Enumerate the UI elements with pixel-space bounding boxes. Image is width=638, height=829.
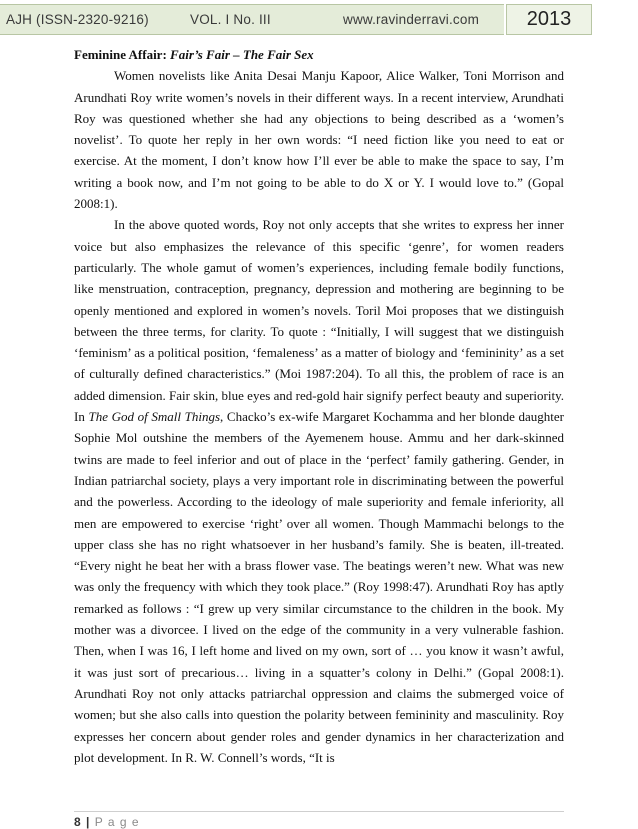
page-label: P a g e: [94, 815, 140, 829]
paragraph-2-part-b: , Chacko’s ex-wife Margaret Kochamma and her blonde daughter Sophie Mol outshine the members of the Ayemenem house. Ammu and her dark-skinned twins are made to feel inferior and out of place in the ‘perfect’ family gathering. Gender, in Indian patriarchal society, plays a very important role in discriminating between the powerful and the powerless. According to the ideology of male superiority and female inferiority, all men are empowered to exercise ‘right’ over all women. Though Mammachi belongs to the upper class she has no right whatsoever in her husband’s family. She is beaten, ill-treated. “Every night he beat her with a brass flower vase. The beatings weren’t new. What was new was only the frequency with which they took place.” (Roy 1998:47). Arundhati Roy has aptly remarked as follows : “I grew up very similar circumstance to the children in the book. My mother was a divorcee. I lived on the edge of the community in a very vulnerable fashion. Then, when I was 16, I left home and lived on my own, sort of … you know it wasn’t awful, it was just sort of precarious… living in a squatter’s colony in Delhi.” (Gopal 2008:1). Arundhati Roy not only attacks patriarchal oppression and claims the submerged voice of women; but she also calls into question the polarity between femininity and masculinity. Roy expresses her concern about gender roles and gender dynamics in her characterization and plot development. In R. W. Connell’s words, “It is: [74, 409, 564, 765]
page-number: 8: [74, 815, 81, 829]
year-badge: 2013: [506, 4, 592, 35]
footer-divider: [74, 811, 564, 812]
paragraph-1: Women novelists like Anita Desai Manju Kapoor, Alice Walker, Toni Morrison and Arundhati Roy write women’s novels in their different ways. In a recent interview, Arundhati Roy was questioned whether she had any objections to being described as a ‘women’s novelist’. To quote her reply in her own words: “I need fiction like you need to eat or exercise. At the moment, I don’t know how I’ll ever be able to make the space to say, I’m writing a book now, and I’m not going to be able to do X or Y. I would love to.” (Gopal 2008:1).: [74, 68, 564, 212]
section-heading: [74, 44, 564, 65]
heading-title: Fair’s Fair – The Fair Sex: [170, 47, 314, 62]
running-header: [0, 4, 638, 35]
header-bar: [0, 4, 504, 35]
paragraph-2: [74, 214, 564, 768]
volume-info: VOL. I No. III: [190, 12, 271, 27]
book-title: The God of Small Things: [88, 409, 221, 425]
footer-separator: |: [86, 815, 90, 829]
paragraph-2-part-a: In the above quoted words, Roy not only accepts that she writes to express her inner voice but also emphasizes the relevance of this specific ‘genre’, for women readers particularly. The whole gamut of women’s experiences, including female bodily functions, like menstruation, contraception, pregnancy, depression and mothering are beginning to be openly mentioned and explored in women’s novels. Toril Moi proposes that we distinguish between the three terms, for clarity. To quote : “Initially, I will suggest that we distinguish ‘feminism’ as a political position, ‘femaleness’ as a matter of biology and ‘femininity’ as a set of culturally defined characteristics.” (Moi 1987:204). To all this, the problem of race is an added dimension. Fair skin, blue eyes and red-gold hair signify perfect beauty and superiority. In: [74, 217, 564, 425]
website-link[interactable]: www.ravinderravi.com: [343, 12, 480, 27]
article-body: [74, 44, 564, 768]
heading-label: Feminine Affair:: [74, 47, 167, 62]
journal-issn: AJH (ISSN-2320-9216): [6, 12, 149, 27]
page-number-block: [74, 815, 140, 829]
